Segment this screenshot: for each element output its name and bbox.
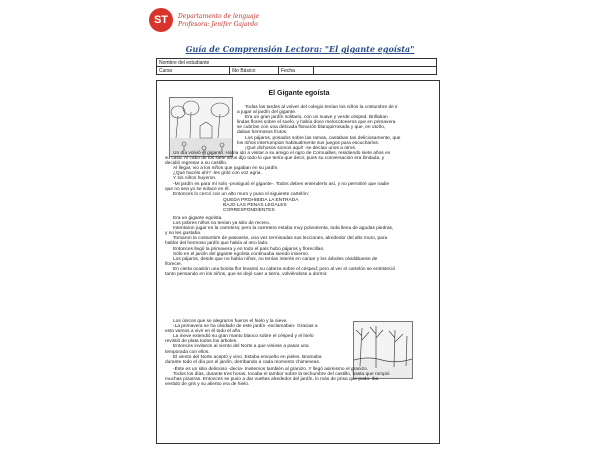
text-line: muchas pizarras. Entonces se puso a dar vueltas alrededor del jardín, lo más de prisa que pudo. Iba: [165, 377, 379, 383]
text-line: esto vamos a vivir en él todo el año.: [165, 329, 242, 335]
story-paragraph-2: [165, 151, 390, 197]
text-line: El viento del Norte aceptó y vino. Estaba envuelto en pieles. Bramaba: [173, 354, 322, 360]
text-line: ¿Qué hacéis ahí? -les gritó con voz agria.: [173, 171, 262, 177]
text-line: Los pájaros, desde que no había niños, no tenían interés en cantar y los árboles olvidábanse de: [173, 256, 378, 262]
text-line: temporada con ellos.: [165, 349, 210, 355]
text-line: Los pájaros, posados sobre las ramas, cantaban tan deliciosamente, que: [245, 135, 401, 141]
text-line: Al llegar, vio a los niños que jugaban en su jardín.: [173, 166, 279, 172]
text-line: Intentaron jugar en la carretera; pero la carretera estaba muy polvorienta, toda llena de agudas piedras,: [173, 226, 394, 232]
story-paragraph-1: [237, 105, 400, 151]
text-line: daban hermosos frutos.: [237, 130, 288, 136]
text-line: los niños interrumpían habitualmente sus juegos para escucharlos.: [237, 140, 380, 146]
garden-illustration: [169, 97, 233, 157]
story-paragraph-5: [165, 367, 390, 387]
text-line: Los únicos que se alegraron fueron el hielo y la nieve.: [173, 319, 288, 324]
text-line: BAJO LAS PENAS LEGALES: [223, 203, 287, 209]
text-line: se cubrían con una delicada floración blanquirrosada y que, en otoño,: [237, 125, 386, 131]
text-line: vestido de gris y su aliento era de hielo.: [165, 382, 250, 388]
text-line: Todas las tardes al volver del colegio tenían los niños la costumbre de ir: [245, 105, 398, 110]
date-label: Fecha: [279, 67, 314, 75]
text-line: Los pobres niños no tenían ya sitio de recreo.: [173, 221, 271, 227]
prohibition-sign: [223, 198, 298, 213]
text-line: -Éste es un sitio delicioso -decía- Invitemos también al granizo. Y llegó asimismo el granizo.: [173, 367, 368, 372]
text-line: ¡Qué dichosos somos aquí! -se decían unos a otros.: [245, 145, 357, 151]
text-line: Entonces lo cercó con un alto muro y puso el siguiente cartelón:: [173, 191, 309, 197]
text-line: Todos los días, durante tres horas, tocaba el tambor sobre la techumbre del castillo, hasta que rompió: [173, 372, 390, 378]
teacher-name: Profesora: Jenifer Gajardo: [178, 21, 258, 28]
course-value: 6to Básico: [230, 67, 279, 75]
text-line: durante todo el día por el jardín, derribando a cada momento chimeneas.: [165, 359, 321, 365]
story-paragraph-4: [165, 319, 322, 365]
text-line: Un día volvió el gigante. Había ido a visitar a su amigo el ogro de Cornualles, residiendo siete años en: [173, 151, 391, 156]
date-field[interactable]: [314, 67, 437, 75]
text-line: Era un gran jardín solitario, con un suave y verde césped. Brillaban: [245, 115, 388, 121]
text-line: Era un gigante egoísta.: [173, 216, 223, 221]
story-title: El Gigante egoísta: [268, 90, 330, 97]
student-name-field[interactable]: Nombre del estudiante: [157, 59, 437, 67]
school-logo: ST: [149, 8, 173, 32]
text-line: La nieve extendió su gran manto blanco sobre el césped y el hielo: [173, 334, 314, 340]
text-line: Entonces invitaron al viento del Norte a que viniese a pasar una: [173, 344, 309, 350]
text-line: En cierta ocasión una bonita flor levantó su cabeza sobre el césped; pero al ver el cartelón se entristeció: [173, 266, 396, 272]
reading-sheet: [156, 80, 440, 444]
worksheet-title: Guía de Comprensión Lectora: "El gigante egoísta": [185, 44, 415, 54]
text-line: CORRESPONDIENTES: [223, 208, 275, 214]
text-line: su casa. Al cabo de los siete años dijo todo lo que tenía que decir, pues su conversación era limitada, y: [165, 156, 385, 162]
text-line: a jugar al jardín del gigante.: [237, 110, 297, 116]
text-line: lindas flores sobre el suelo, y había doce melocotoneros que en primavera: [237, 120, 396, 126]
text-line: Entonces llegó la primavera y en todo el país hubo pájaros y florecillas.: [173, 246, 325, 252]
student-info-table: [156, 58, 437, 75]
text-line: y no les gustaba.: [165, 231, 202, 237]
text-line: -La primavera se ha olvidado de este jardín -exclamaban- Gracias a: [173, 324, 318, 330]
text-line: Sólo en el jardín del gigante egoísta continuaba siendo invierno.: [173, 251, 310, 257]
text-line: florecer.: [165, 261, 183, 267]
story-paragraph-3: [165, 216, 395, 277]
text-line: Tomaron la costumbre de pasearse, una vez terminadas sus lecciones, alrededor del alto muro, para: [173, 236, 388, 242]
department-header: [178, 13, 259, 29]
course-label: Curso: [157, 67, 230, 75]
text-line: tanto pensando en los niños, que se dejó caer a tierra, volviéndose a dormir.: [165, 272, 328, 278]
department-name: Departamento de lenguaje: [178, 13, 259, 20]
text-line: que no sea yo se solace en él.: [165, 186, 230, 192]
text-line: QUEDA PROHIBIDA LA ENTRADA: [223, 198, 299, 203]
text-line: decidió regresar a su castillo.: [165, 161, 228, 167]
text-line: revistió de plata todos los árboles.: [165, 339, 238, 345]
text-line: hablar del hermoso jardín que había al otro lado.: [165, 241, 269, 247]
text-line: Y los niños huyeron.: [173, 176, 217, 182]
text-line: -Mi jardín es para mí solo -prosiguió el gigante-. Todos deben entenderlo así, y no permitiré que nadie: [173, 181, 390, 187]
